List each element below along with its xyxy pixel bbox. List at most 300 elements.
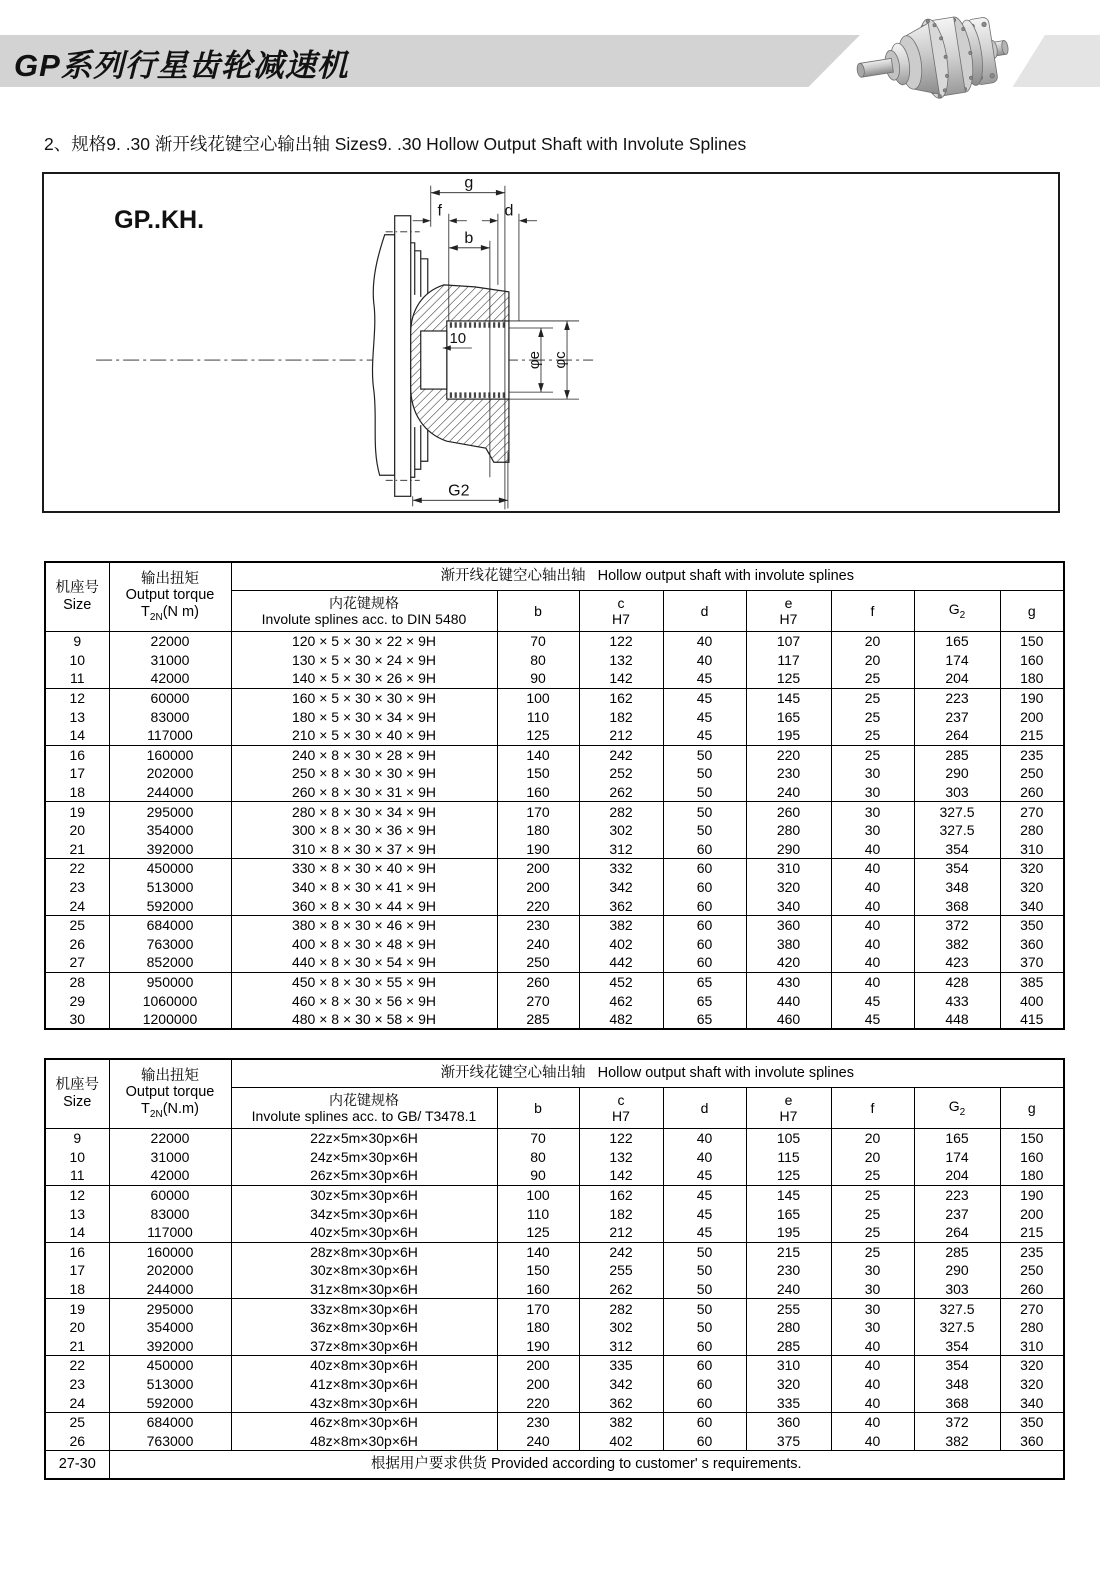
cell: 285 xyxy=(914,745,1000,764)
cell: 354000 xyxy=(109,1318,231,1337)
cell: 45 xyxy=(663,669,746,688)
flange-plate xyxy=(395,216,411,497)
cell: 290 xyxy=(914,1261,1000,1280)
cell: 140 xyxy=(497,1242,579,1261)
cell: 18 xyxy=(45,1280,109,1299)
table-row xyxy=(45,1148,1064,1167)
cell: 285 xyxy=(746,1337,831,1356)
cell: 40z×8m×30p×6H xyxy=(231,1356,497,1375)
cell: 220 xyxy=(746,745,831,764)
cell: 40 xyxy=(831,840,914,859)
cell: 170 xyxy=(497,802,579,821)
cell: 65 xyxy=(663,1010,746,1030)
cell: 362 xyxy=(579,1393,663,1412)
cell: 50 xyxy=(663,783,746,802)
cell: 140 xyxy=(497,745,579,764)
cell: 25 xyxy=(831,1166,914,1185)
cell: 65 xyxy=(663,991,746,1010)
cell: 14 xyxy=(45,1223,109,1242)
cell: 125 xyxy=(746,1166,831,1185)
cell: 25 xyxy=(831,1204,914,1223)
cell: 25 xyxy=(831,688,914,707)
cell: 310 × 8 × 30 × 37 × 9H xyxy=(231,840,497,859)
cell: 12 xyxy=(45,1185,109,1204)
cell: 45 xyxy=(663,688,746,707)
cell: 37z×8m×30p×6H xyxy=(231,1337,497,1356)
cell: 250 xyxy=(1000,1261,1064,1280)
footer-note: 根据用户要求供货 Provided according to customer' s requirements. xyxy=(109,1451,1064,1480)
cell: 26 xyxy=(45,1432,109,1451)
cell: 340 xyxy=(1000,896,1064,915)
cell: 240 xyxy=(746,783,831,802)
cell: 235 xyxy=(1000,745,1064,764)
cell: 327.5 xyxy=(914,1318,1000,1337)
cell: 40 xyxy=(831,1393,914,1412)
cell: 340 × 8 × 30 × 41 × 9H xyxy=(231,878,497,897)
cell: 60 xyxy=(663,859,746,878)
cell: 60 xyxy=(663,1432,746,1451)
cell: 270 xyxy=(497,991,579,1010)
table-row xyxy=(45,991,1064,1010)
cell: 40 xyxy=(831,1337,914,1356)
cell: 215 xyxy=(1000,1223,1064,1242)
cell: 402 xyxy=(579,935,663,954)
cell: 50 xyxy=(663,1280,746,1299)
cell: 285 xyxy=(914,1242,1000,1261)
cell: 310 xyxy=(1000,1337,1064,1356)
cell: 40 xyxy=(831,1412,914,1431)
cell: 372 xyxy=(914,1412,1000,1431)
cell: 18 xyxy=(45,783,109,802)
cell: 303 xyxy=(914,783,1000,802)
cell: 250 × 8 × 30 × 30 × 9H xyxy=(231,764,497,783)
cell: 332 xyxy=(579,859,663,878)
cell: 190 xyxy=(1000,1185,1064,1204)
cell: 237 xyxy=(914,707,1000,726)
cell: 1200000 xyxy=(109,1010,231,1030)
cell: 382 xyxy=(579,1412,663,1431)
cell: 202000 xyxy=(109,1261,231,1280)
cell: 348 xyxy=(914,878,1000,897)
cell: 320 xyxy=(746,1375,831,1394)
cell: 50 xyxy=(663,1261,746,1280)
cell: 110 xyxy=(497,707,579,726)
column-header: b xyxy=(497,1088,579,1129)
cell: 440 × 8 × 30 × 54 × 9H xyxy=(231,953,497,972)
cell: 30z×5m×30p×6H xyxy=(231,1185,497,1204)
cell: 335 xyxy=(579,1356,663,1375)
table-row xyxy=(45,1010,1064,1030)
cell: 40 xyxy=(831,896,914,915)
cell: 45 xyxy=(663,1223,746,1242)
cell: 300 × 8 × 30 × 36 × 9H xyxy=(231,821,497,840)
cell: 27 xyxy=(45,953,109,972)
cell: 212 xyxy=(579,726,663,745)
cell: 40 xyxy=(663,651,746,670)
header-row xyxy=(45,1059,1064,1088)
cell: 327.5 xyxy=(914,1299,1000,1318)
cell: 280 × 8 × 30 × 34 × 9H xyxy=(231,802,497,821)
cell: 180 xyxy=(1000,669,1064,688)
cell: 310 xyxy=(746,859,831,878)
cell: 90 xyxy=(497,1166,579,1185)
cell: 1060000 xyxy=(109,991,231,1010)
cell: 368 xyxy=(914,1393,1000,1412)
dim-label-phi-c: φc xyxy=(552,351,570,369)
cell: 25 xyxy=(831,1223,914,1242)
cell: 244000 xyxy=(109,783,231,802)
cell: 460 × 8 × 30 × 56 × 9H xyxy=(231,991,497,1010)
table-row xyxy=(45,1299,1064,1318)
cell: 150 xyxy=(1000,632,1064,651)
cell: 380 xyxy=(746,935,831,954)
cell: 423 xyxy=(914,953,1000,972)
cell: 440 xyxy=(746,991,831,1010)
footer-size-range: 27-30 xyxy=(45,1451,109,1480)
cell: 180 xyxy=(497,821,579,840)
table-row xyxy=(45,1261,1064,1280)
cell: 230 xyxy=(497,1412,579,1431)
cell: 320 xyxy=(1000,878,1064,897)
cell: 70 xyxy=(497,632,579,651)
cell: 204 xyxy=(914,669,1000,688)
cell: 170 xyxy=(497,1299,579,1318)
stepped-adapter-bottom xyxy=(411,423,428,477)
table-row xyxy=(45,1432,1064,1451)
cell: 360 × 8 × 30 × 44 × 9H xyxy=(231,896,497,915)
cell: 60 xyxy=(663,1412,746,1431)
cell: 60 xyxy=(663,1393,746,1412)
cell: 162 xyxy=(579,1185,663,1204)
cell: 202000 xyxy=(109,764,231,783)
cell: 212 xyxy=(579,1223,663,1242)
cell: 125 xyxy=(746,669,831,688)
cell: 40 xyxy=(663,1148,746,1167)
cell: 160 xyxy=(1000,1148,1064,1167)
cell: 230 xyxy=(497,915,579,934)
column-header: d xyxy=(663,1088,746,1129)
cell: 255 xyxy=(746,1299,831,1318)
dim-label-b: b xyxy=(464,228,474,247)
cell: 115 xyxy=(746,1148,831,1167)
cell: 80 xyxy=(497,1148,579,1167)
cell: 142 xyxy=(579,669,663,688)
cell: 160 xyxy=(497,783,579,802)
cell: 23 xyxy=(45,878,109,897)
cell: 10 xyxy=(45,1148,109,1167)
cell: 320 xyxy=(1000,859,1064,878)
cell: 100 xyxy=(497,1185,579,1204)
cell: 60 xyxy=(663,935,746,954)
table-row xyxy=(45,688,1064,707)
column-header: e H7 xyxy=(746,1088,831,1129)
table-row xyxy=(45,669,1064,688)
cell: 360 xyxy=(746,915,831,934)
cell: 165 xyxy=(914,632,1000,651)
cell: 303 xyxy=(914,1280,1000,1299)
cell: 255 xyxy=(579,1261,663,1280)
table-row xyxy=(45,1166,1064,1185)
cell: 105 xyxy=(746,1129,831,1148)
cell: 312 xyxy=(579,840,663,859)
cell: 11 xyxy=(45,669,109,688)
cell: 25 xyxy=(831,1185,914,1204)
cell: 9 xyxy=(45,1129,109,1148)
cell: 60 xyxy=(663,840,746,859)
cell: 50 xyxy=(663,764,746,783)
cell: 13 xyxy=(45,707,109,726)
cell: 442 xyxy=(579,953,663,972)
cell: 160 xyxy=(497,1280,579,1299)
cell: 312 xyxy=(579,1337,663,1356)
cell: 310 xyxy=(746,1356,831,1375)
cell: 210 × 5 × 30 × 40 × 9H xyxy=(231,726,497,745)
cell: 354 xyxy=(914,840,1000,859)
cell: 40 xyxy=(831,915,914,934)
table-footer-row xyxy=(45,1451,1064,1480)
cell: 230 xyxy=(746,764,831,783)
cell: 330 × 8 × 30 × 40 × 9H xyxy=(231,859,497,878)
cell: 240 × 8 × 30 × 28 × 9H xyxy=(231,745,497,764)
banner-accent-shape xyxy=(1005,35,1100,87)
cell: 340 xyxy=(1000,1393,1064,1412)
cell: 400 xyxy=(1000,991,1064,1010)
cell: 122 xyxy=(579,632,663,651)
cell: 200 xyxy=(1000,707,1064,726)
cell: 327.5 xyxy=(914,821,1000,840)
cell: 30 xyxy=(45,1010,109,1030)
cell: 40z×5m×30p×6H xyxy=(231,1223,497,1242)
table-row xyxy=(45,632,1064,651)
column-header: c H7 xyxy=(579,591,663,632)
table-row xyxy=(45,915,1064,934)
technical-drawing-box xyxy=(42,172,1060,513)
cell: 354 xyxy=(914,859,1000,878)
cell: 28z×8m×30p×6H xyxy=(231,1242,497,1261)
cell: 215 xyxy=(746,1242,831,1261)
cell: 295000 xyxy=(109,1299,231,1318)
column-header: d xyxy=(663,591,746,632)
cell: 360 xyxy=(1000,1432,1064,1451)
cell: 200 xyxy=(497,1375,579,1394)
cell: 290 xyxy=(746,840,831,859)
cell: 165 xyxy=(746,707,831,726)
cell: 22 xyxy=(45,1356,109,1375)
cell: 28 xyxy=(45,972,109,991)
cell: 200 xyxy=(497,1356,579,1375)
table-row xyxy=(45,802,1064,821)
column-header-span: 渐开线花键空心轴出轴 Hollow output shaft with involute splines xyxy=(231,1059,1064,1088)
cell: 70 xyxy=(497,1129,579,1148)
cell: 10 xyxy=(45,651,109,670)
column-header-spline: 内花键规格 Involute splines acc. to GB/ T3478.1 xyxy=(231,1088,497,1129)
cell: 120 × 5 × 30 × 22 × 9H xyxy=(231,632,497,651)
cell: 125 xyxy=(497,1223,579,1242)
table-row xyxy=(45,896,1064,915)
dim-label-offset: 10 xyxy=(449,330,467,348)
cell: 368 xyxy=(914,896,1000,915)
cell: 25 xyxy=(831,669,914,688)
cell: 462 xyxy=(579,991,663,1010)
column-header-torque: 输出扭矩 Output torque $T_{2N}(N.m)$ xyxy=(109,1059,231,1129)
cell: 392000 xyxy=(109,1337,231,1356)
cell: 240 xyxy=(746,1280,831,1299)
cell: 215 xyxy=(1000,726,1064,745)
cell: 60000 xyxy=(109,1185,231,1204)
cell: 19 xyxy=(45,1299,109,1318)
cell: 182 xyxy=(579,707,663,726)
cell: 200 xyxy=(1000,1204,1064,1223)
cell: 45 xyxy=(663,1166,746,1185)
table-row xyxy=(45,1412,1064,1431)
cell: 22 xyxy=(45,859,109,878)
cell: 763000 xyxy=(109,1432,231,1451)
cell: 320 xyxy=(1000,1356,1064,1375)
cell: 160000 xyxy=(109,745,231,764)
cell: 342 xyxy=(579,1375,663,1394)
cell: 182 xyxy=(579,1204,663,1223)
cell: 41z×8m×30p×6H xyxy=(231,1375,497,1394)
cell: 30 xyxy=(831,1261,914,1280)
cell: 220 xyxy=(497,896,579,915)
cell: 360 xyxy=(1000,935,1064,954)
cell: 45 xyxy=(831,1010,914,1030)
cell: 40 xyxy=(831,1375,914,1394)
cell: 270 xyxy=(1000,802,1064,821)
cell: 513000 xyxy=(109,878,231,897)
cell: 302 xyxy=(579,821,663,840)
cell: 130 × 5 × 30 × 24 × 9H xyxy=(231,651,497,670)
cell: 80 xyxy=(497,651,579,670)
cell: 252 xyxy=(579,764,663,783)
cell: 200 xyxy=(497,859,579,878)
table-row xyxy=(45,745,1064,764)
cell: 160 xyxy=(1000,651,1064,670)
cell: 200 xyxy=(497,878,579,897)
cell: 40 xyxy=(663,632,746,651)
cell: 24 xyxy=(45,1393,109,1412)
cell: 260 xyxy=(497,972,579,991)
cell: 372 xyxy=(914,915,1000,934)
cell: 280 xyxy=(746,821,831,840)
cell: 50 xyxy=(663,1242,746,1261)
cell: 60 xyxy=(663,915,746,934)
cell: 45 xyxy=(663,1204,746,1223)
cell: 160000 xyxy=(109,1242,231,1261)
table-row xyxy=(45,953,1064,972)
table-row xyxy=(45,1185,1064,1204)
column-header: f xyxy=(831,1088,914,1129)
cell: 354000 xyxy=(109,821,231,840)
cell: 17 xyxy=(45,764,109,783)
dim-label-d: d xyxy=(504,201,514,220)
cell: 340 xyxy=(746,896,831,915)
cell: 45 xyxy=(663,726,746,745)
cell: 122 xyxy=(579,1129,663,1148)
cell: 16 xyxy=(45,745,109,764)
table-row xyxy=(45,935,1064,954)
cell: 223 xyxy=(914,1185,1000,1204)
page-title: GP系列行星齿轮减速机 xyxy=(14,48,349,83)
column-header-span: 渐开线花键空心轴出轴 Hollow output shaft with involute splines xyxy=(231,562,1064,591)
cell: 240 xyxy=(497,935,579,954)
cell: 31000 xyxy=(109,651,231,670)
cell: 142 xyxy=(579,1166,663,1185)
table-row xyxy=(45,764,1064,783)
cell: 140 × 5 × 30 × 26 × 9H xyxy=(231,669,497,688)
cell: 22000 xyxy=(109,632,231,651)
cell: 31z×8m×30p×6H xyxy=(231,1280,497,1299)
cell: 11 xyxy=(45,1166,109,1185)
cell: 20 xyxy=(831,1129,914,1148)
cell: 45 xyxy=(663,1185,746,1204)
cell: 65 xyxy=(663,972,746,991)
cell: 190 xyxy=(497,1337,579,1356)
cell: 250 xyxy=(497,953,579,972)
cell: 335 xyxy=(746,1393,831,1412)
cell: 132 xyxy=(579,651,663,670)
cell: 950000 xyxy=(109,972,231,991)
cell: 260 xyxy=(746,802,831,821)
cell: 145 xyxy=(746,688,831,707)
cell: 145 xyxy=(746,1185,831,1204)
housing-section xyxy=(372,235,394,475)
column-header: $G_2$ xyxy=(914,1088,1000,1129)
cell: 43z×8m×30p×6H xyxy=(231,1393,497,1412)
header-row xyxy=(45,562,1064,591)
cell: 242 xyxy=(579,1242,663,1261)
cell: 25 xyxy=(831,1242,914,1261)
cell: 348 xyxy=(914,1375,1000,1394)
cell: 285 xyxy=(497,1010,579,1030)
column-header: g xyxy=(1000,1088,1064,1129)
cell: 240 xyxy=(497,1432,579,1451)
cell: 180 × 5 × 30 × 34 × 9H xyxy=(231,707,497,726)
cell: 26z×5m×30p×6H xyxy=(231,1166,497,1185)
cell: 30z×8m×30p×6H xyxy=(231,1261,497,1280)
cell: 264 xyxy=(914,1223,1000,1242)
cell: 370 xyxy=(1000,953,1064,972)
cell: 16 xyxy=(45,1242,109,1261)
cell: 50 xyxy=(663,1299,746,1318)
cell: 42000 xyxy=(109,1166,231,1185)
cell: 180 xyxy=(1000,1166,1064,1185)
cell: 40 xyxy=(831,878,914,897)
table-row xyxy=(45,1223,1064,1242)
cell: 21 xyxy=(45,840,109,859)
table-row xyxy=(45,878,1064,897)
cell: 190 xyxy=(497,840,579,859)
dim-label-g2: G2 xyxy=(448,481,470,500)
cell: 19 xyxy=(45,802,109,821)
cell: 320 xyxy=(746,878,831,897)
cell: 20 xyxy=(831,651,914,670)
table-row xyxy=(45,1356,1064,1375)
cell: 592000 xyxy=(109,896,231,915)
cell: 25 xyxy=(831,745,914,764)
cell: 48z×8m×30p×6H xyxy=(231,1432,497,1451)
cell: 852000 xyxy=(109,953,231,972)
cell: 29 xyxy=(45,991,109,1010)
cell: 763000 xyxy=(109,935,231,954)
cell: 165 xyxy=(746,1204,831,1223)
cell: 280 xyxy=(1000,821,1064,840)
cell: 30 xyxy=(831,764,914,783)
cell: 450000 xyxy=(109,1356,231,1375)
cell: 415 xyxy=(1000,1010,1064,1030)
cell: 12 xyxy=(45,688,109,707)
cell: 237 xyxy=(914,1204,1000,1223)
